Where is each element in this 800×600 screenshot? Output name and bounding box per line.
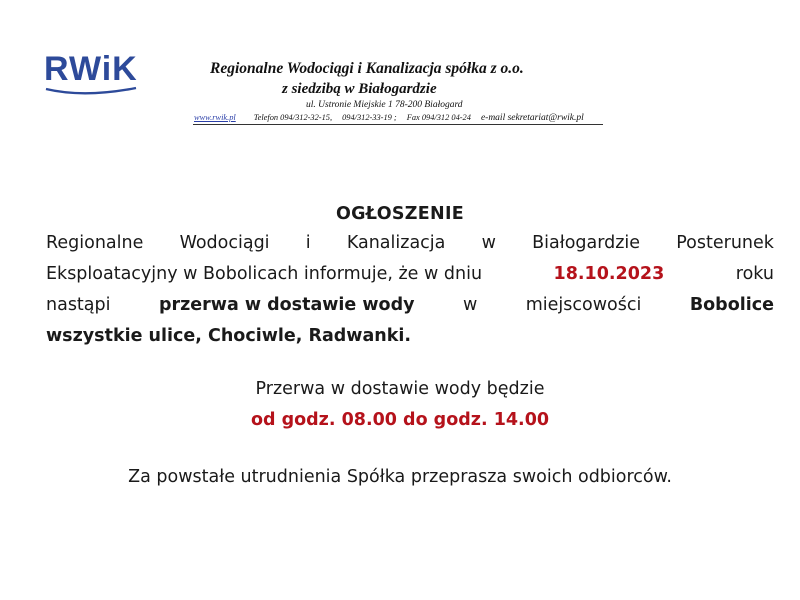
affected-locations: wszystkie ulice, Chociwle, Radwanki. bbox=[46, 326, 411, 346]
text-segment: Eksploatacyjny w Bobolicach informuje, że w dniu bbox=[46, 264, 483, 284]
paragraph-line bbox=[46, 259, 774, 290]
logo-swoosh-icon bbox=[44, 86, 138, 96]
company-seat: z siedzibą w Białogardzie bbox=[282, 81, 437, 97]
word: Wodociągi bbox=[179, 233, 270, 253]
word: w bbox=[481, 233, 496, 253]
outage-phrase: przerwa w dostawie wody bbox=[158, 295, 415, 315]
word: i bbox=[305, 233, 311, 253]
company-name: Regionalne Wodociągi i Kanalizacja spółka z o.o. bbox=[210, 60, 524, 77]
word: Białogardzie bbox=[532, 233, 641, 253]
notice-title: OGŁOSZENIE bbox=[335, 204, 465, 224]
fax-number: Fax 094/312 04-24 bbox=[406, 113, 471, 122]
text-segment: miejscowości bbox=[525, 295, 642, 315]
header-divider bbox=[193, 124, 603, 125]
contact-line bbox=[194, 113, 604, 123]
word: Kanalizacja bbox=[346, 233, 446, 253]
text-segment: nastąpi bbox=[46, 295, 111, 315]
notice-paragraph bbox=[46, 228, 774, 352]
paragraph-line bbox=[46, 290, 774, 321]
paragraph-line bbox=[46, 321, 774, 352]
company-address: ul. Ustronie Miejskie 1 78-200 Białogard bbox=[306, 100, 463, 110]
email-address: e-mail sekretariat@rwik.pl bbox=[480, 113, 584, 123]
break-intro: Przerwa w dostawie wody będzie bbox=[255, 379, 545, 399]
company-logo: RWiK bbox=[44, 50, 138, 88]
outage-date: 18.10.2023 bbox=[553, 264, 665, 284]
word: Posterunek bbox=[676, 233, 774, 253]
text-segment: roku bbox=[735, 264, 774, 284]
phone-number: Telefon 094/312-32-15, bbox=[253, 113, 333, 122]
phone-number-2: 094/312-33-19 ; bbox=[342, 113, 397, 122]
outage-hours: od godz. 08.00 do godz. 14.00 bbox=[250, 410, 550, 430]
text-segment: w bbox=[462, 295, 478, 315]
website-link[interactable]: www.rwik.pl bbox=[194, 113, 236, 122]
paragraph-line bbox=[46, 228, 774, 259]
location-name: Bobolice bbox=[689, 295, 774, 315]
apology-text: Za powstałe utrudnienia Spółka przeprasza swoich odbiorców. bbox=[128, 467, 672, 487]
word: Regionalne bbox=[46, 233, 144, 253]
